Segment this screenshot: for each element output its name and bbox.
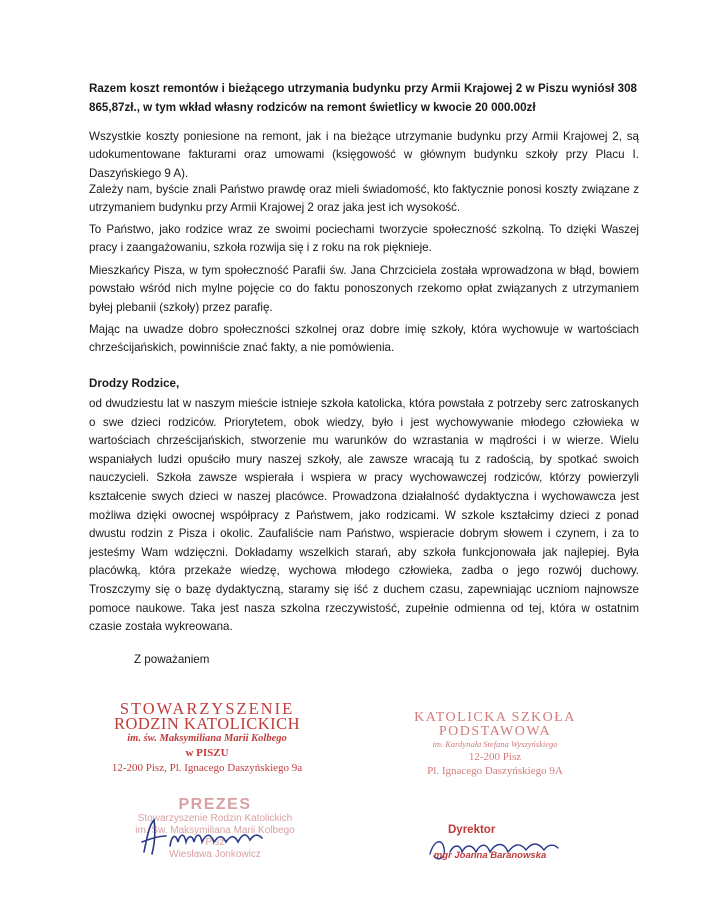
association-stamp-line1: STOWARZYSZENIE	[119, 699, 295, 718]
school-stamp-line4: 12-200 Pisz	[468, 751, 522, 763]
president-stamp-line4: Wiesława Jonkowicz	[169, 849, 261, 860]
paragraph-facts: Mając na uwadze dobro społeczności szkolnej oraz dobre imię szkoły, która wychowuje w wartościach chrześcijańskich, powinniście znać fakty, a nie pomówienia.	[89, 323, 639, 355]
school-stamp-line2: PODSTAWOWA	[438, 724, 552, 739]
greeting: Drodzy Rodzice,	[89, 377, 180, 390]
association-stamp-line3: im. św. Maksymiliana Marii Kolbego	[127, 733, 287, 744]
letter-body: od dwudziestu lat w naszym mieście istnieje szkoła katolicka, która powstała z potrzeby serc zatroskanych o swe dzieci rodziców. Priorytetem, obok wiedzy, było i jest wychowywanie młodego człowieka w wartościach chrześcijańskich, stworzenie mu warunków do wzrastania w mądrości i w wierze. Wielu wspaniałych ludzi opuściło mury naszej szkoły, ale zawsze wracają tu z radością, by spotkać swoich nauczycieli. Szkoła zawsze wspierała i wspiera w pracy wychowawczej rodziców, którzy powierzyli kształcenie swych dzieci w naszej placówce. Prowadzona działalność dydaktyczna i wychowawcza jest możliwa dzięki owocnej współpracy z Państwem, jako rodzicami. W szkole kształcimy dzieci z ponad dwustu rodzin z Pisza i okolic. Zaufaliście nam Państwo, wspieracie dobrym słowem i czynem, i za to jesteśmy Wam wdzięczni. Dokładamy wszelkich starań, aby szkoła funkcjonowała jak najlepiej. Była placówką, która przekaże wiedzę, wychowa młodego człowieka, zadba o jego rozwój duchowy. Troszczymy się o bazę dydaktyczną, staramy się iść z duchem czasu, zapewniając uczniom najnowsze pomoce naukowe. Taka jest nasza szkolna rzeczywistość, zupełnie odmienna od tej, która w ostatnim czasie została wykreowana.	[89, 397, 639, 634]
paragraph-invoices: Wszystkie koszty poniesione na remont, jak i na bieżące utrzymanie budynku przy Armii Krajowej 2, są udokumentowane fakturami oraz umowami (księgowość w głównym budynku szkoły przy Placu I. Daszyńskiego 9 A).	[89, 130, 639, 180]
closing: Z poważaniem	[134, 653, 210, 666]
director-name: mgr Joanna Baranowska	[433, 850, 547, 861]
president-stamp-line2: im. Św. Maksymiliana Marii Kolbego	[135, 825, 295, 836]
association-stamp-line4: w PISZU	[185, 747, 229, 759]
president-signature	[136, 812, 276, 858]
cost-summary: Razem koszt remontów i bieżącego utrzymania budynku przy Armii Krajowej 2 w Piszu wyniósł 308 865,87zł., w tym wkład własny rodziców na remont świetlicy w kwocie 20 000.00zł	[89, 82, 637, 114]
school-stamp-line1: KATOLICKA SZKOŁA	[414, 710, 576, 725]
association-stamp-line5: 12-200 Pisz, Pl. Ignacego Daszyńskiego 9a	[111, 762, 303, 774]
president-stamp-line3: Pisz	[205, 837, 225, 848]
president-stamp-line1: Stowarzyszenie Rodzin Katolickich	[137, 813, 293, 824]
association-stamp	[94, 701, 320, 776]
school-stamp	[370, 711, 620, 778]
director-title: Dyrektor	[448, 824, 496, 836]
paragraph-misled: Mieszkańcy Pisza, w tym społeczność Parafii św. Jana Chrzciciela została wprowadzona w błąd, bowiem powstało wśród nich mylne pojęcie co do faktu ponoszonych rzekomo opłat związanych z utrzymaniem byłej plebanii (szkoły) przez parafię.	[89, 264, 639, 314]
paragraph-truth: Zależy nam, byście znali Państwo prawdę oraz mieli świadomość, kto faktycznie ponosi koszty związane z utrzymaniem budynku przy Armii Krajowej 2 oraz jaka jest ich wysokość.	[89, 183, 639, 215]
school-stamp-line3: im. Kardynała Stefana Wyszyńskiego	[432, 739, 558, 749]
paragraph-community: To Państwo, jako rodzice wraz ze swoimi pociechami tworzycie społeczność szkolną. To dzięki Waszej pracy i zaangażowaniu, szkoła rozwija się i z roku na rok pięknieje.	[89, 223, 639, 255]
school-stamp-line5: Pl. Ignacego Daszyńskiego 9A	[427, 765, 563, 777]
association-stamp-line2: RODZIN KATOLICKICH	[113, 714, 301, 733]
president-stamp-title: PREZES	[178, 796, 252, 813]
